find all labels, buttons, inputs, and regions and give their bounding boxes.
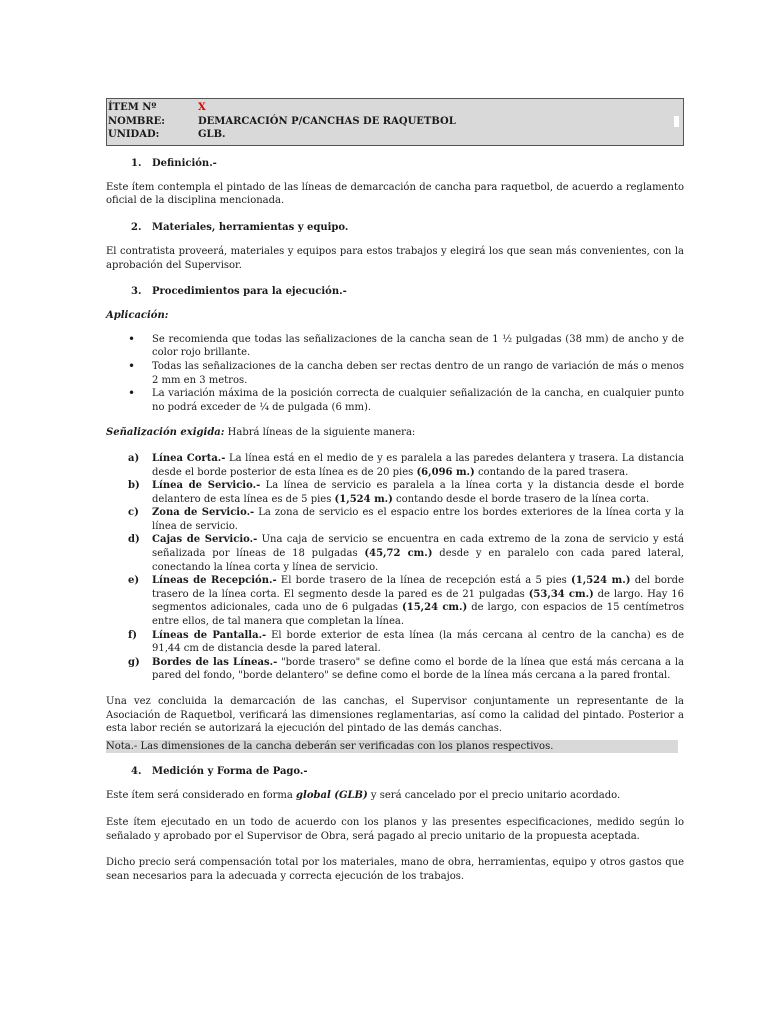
item-measure: (1,524 m.) [571,575,631,587]
item-measure: (45,72 cm.) [364,548,433,560]
section-number: 4. [131,766,142,778]
item-letter: b) [128,480,140,492]
item-measure: (6,096 m.) [416,466,475,478]
item-term: Líneas de Pantalla.- [152,629,267,641]
materials-paragraph: El contratista proveerá, materiales y equipos para estos trabajos y elegirá los que sean más convenientes, con la aprobación del Supervisor. [106,245,684,271]
item-text: La línea está en el medio de y es paralela a las paredes delantera y trasera. La distancia desde el borde posterior de esta línea es de 20 pies [152,452,684,478]
document-page [106,98,684,883]
payment-unit: global (GLB) [296,790,368,802]
payment-paragraph-3: Dicho precio será compensación total por los materiales, mano de obra, herramientas, equipo y otros gastos que sean necesarios para la adecuada y correcta ejecución de los trabajos. [106,857,684,882]
marking-lines-list [106,452,684,683]
item-measure: (15,24 cm.) [402,602,468,614]
item-term: Bordes de las Líneas.- [152,656,278,668]
note-highlight: Nota.- Las dimensiones de la cancha deberán ser verificadas con los planos respectivos. [106,740,678,754]
header-value: X [198,102,206,113]
header-value: DEMARCACIÓN P/CANCHAS DE RAQUETBOL [198,115,456,127]
definition-paragraph: Este ítem contempla el pintado de las líneas de demarcación de cancha para raquetbol, de acuerdo a reglamento oficial de la disciplina mencionada. [106,181,684,207]
item-letter: g) [128,656,140,668]
item-letter: f) [128,629,138,641]
section-title: Medición y Forma de Pago.- [152,766,308,778]
payment-paragraph-1 [106,789,684,803]
item-text: de largo, con espacios de 15 centímetros entre ellos, de tal manera que completan la línea. [152,602,684,628]
item-text: El borde trasero de la línea de recepción está a 5 pies [276,575,572,587]
item-text: del borde trasero de la línea corta. El segmento desde la pared es de 21 pulgadas [152,575,684,600]
section-title: Procedimientos para la ejecución.- [152,286,347,298]
section-heading-medicion [106,765,684,779]
closing-paragraph: Una vez concluida la demarcación de las canchas, el Supervisor conjuntamente un representante de la Asociación de Raquetbol, verificará las dimensiones reglamentarias, así como la calidad del pintado. Posterior a esta labor recién se autorizará la ejecución del pintado de las demás canchas. [106,696,684,735]
marking-item-cajas-servicio [106,533,684,574]
marking-item-linea-servicio [106,479,684,506]
senalizacion-label: Señalización exigida: [106,427,225,439]
item-text: de largo. Hay 16 segmentos adicionales, cada uno de 6 pulgadas [152,588,684,614]
item-term: Línea de Servicio.- [152,480,261,492]
item-text: La zona de servicio es el espacio entre los bordes exteriores de la línea corta y la línea de servicio. [152,507,684,532]
bullet-item: • Todas las señalizaciones de la cancha deben ser rectas dentro de un rango de variación de más o menos 2 mm en 3 metros. [106,360,684,387]
item-header-table [106,98,684,146]
senalizacion-text: Habrá líneas de la siguiente manera: [224,427,416,439]
header-key: UNIDAD: [108,129,160,141]
marking-item-linea-corta [106,452,684,479]
item-letter: d) [128,534,140,546]
section-title: Materiales, herramientas y equipo. [152,221,349,233]
section-title: Definición.- [152,157,217,169]
header-key: NOMBRE: [108,115,165,127]
item-text: "borde trasero" se define como el borde de la línea que está más cercana a la pared del fondo, "borde delantero" se define como el borde de la línea más cercana a la pared frontal. [152,656,684,682]
bullet-item: • Se recomienda que todas las señalizaciones de la cancha sean de 1 ½ pulgadas (38 mm) de ancho y de color rojo brillante. [106,333,684,360]
payment-text: y será cancelado por el precio unitario acordado. [367,790,621,802]
payment-text: Este ítem será considerado en forma [106,790,297,802]
section-heading-definicion [106,157,684,171]
header-row-name [107,115,683,129]
item-letter: e) [128,575,140,587]
marking-item-lineas-recepcion [106,574,684,628]
section-heading-materiales [106,221,684,235]
header-row-item [107,101,683,115]
header-key: ÍTEM Nº [108,102,157,113]
item-letter: a) [128,452,140,464]
senalizacion-paragraph [106,426,684,440]
aplicacion-subheading: Aplicación: [106,310,169,322]
section-number: 1. [131,157,142,169]
item-measure: (53,34 cm.) [528,588,594,600]
payment-paragraph-2: Este ítem ejecutado en un todo de acuerdo con los planos y las presentes especificaciones, medido según lo señalado y aprobado por el Supervisor de Obra, será pagado al precio unitario de la propuesta aceptada. [106,816,684,842]
item-text: contando de la pared trasera. [474,466,629,478]
item-text: contando desde el borde trasero de la línea corta. [392,493,650,505]
item-term: Línea Corta.- [152,452,226,464]
header-row-unit [107,128,683,142]
marking-item-bordes-lineas [106,656,684,683]
item-term: Líneas de Recepción.- [152,575,277,587]
item-measure: (1,524 m.) [334,493,393,505]
item-letter: c) [128,507,139,519]
header-value: GLB. [198,129,226,141]
section-number: 2. [131,221,142,233]
application-bullet-list [106,333,684,415]
item-text: desde y en paralelo con cada pared lateral, conectando la línea corta y línea de servicio. [152,548,684,573]
marking-item-lineas-pantalla [106,629,684,656]
item-text: La línea de servicio es paralela a la línea corta y la distancia desde el borde delantero de esta línea es de 5 pies [152,480,684,505]
item-text: Una caja de servicio se encuentra en cada extremo de la zona de servicio y está señalizada por líneas de 18 pulgadas [152,534,684,560]
marking-item-zona-servicio [106,506,684,533]
item-term: Zona de Servicio.- [152,507,255,519]
item-text: El borde exterior de esta línea (la más cercana al centro de la cancha) es de 91,44 cm de distancia desde la pared lateral. [152,629,684,655]
item-term: Cajas de Servicio.- [152,534,258,546]
section-number: 3. [131,286,142,298]
section-heading-procedimientos [106,285,684,299]
bullet-item: • La variación máxima de la posición correcta de cualquier señalización de la cancha, en cualquier punto no podrá exceder de ¼ de pulgada (6 mm). [106,387,684,414]
header-marker [674,116,679,127]
